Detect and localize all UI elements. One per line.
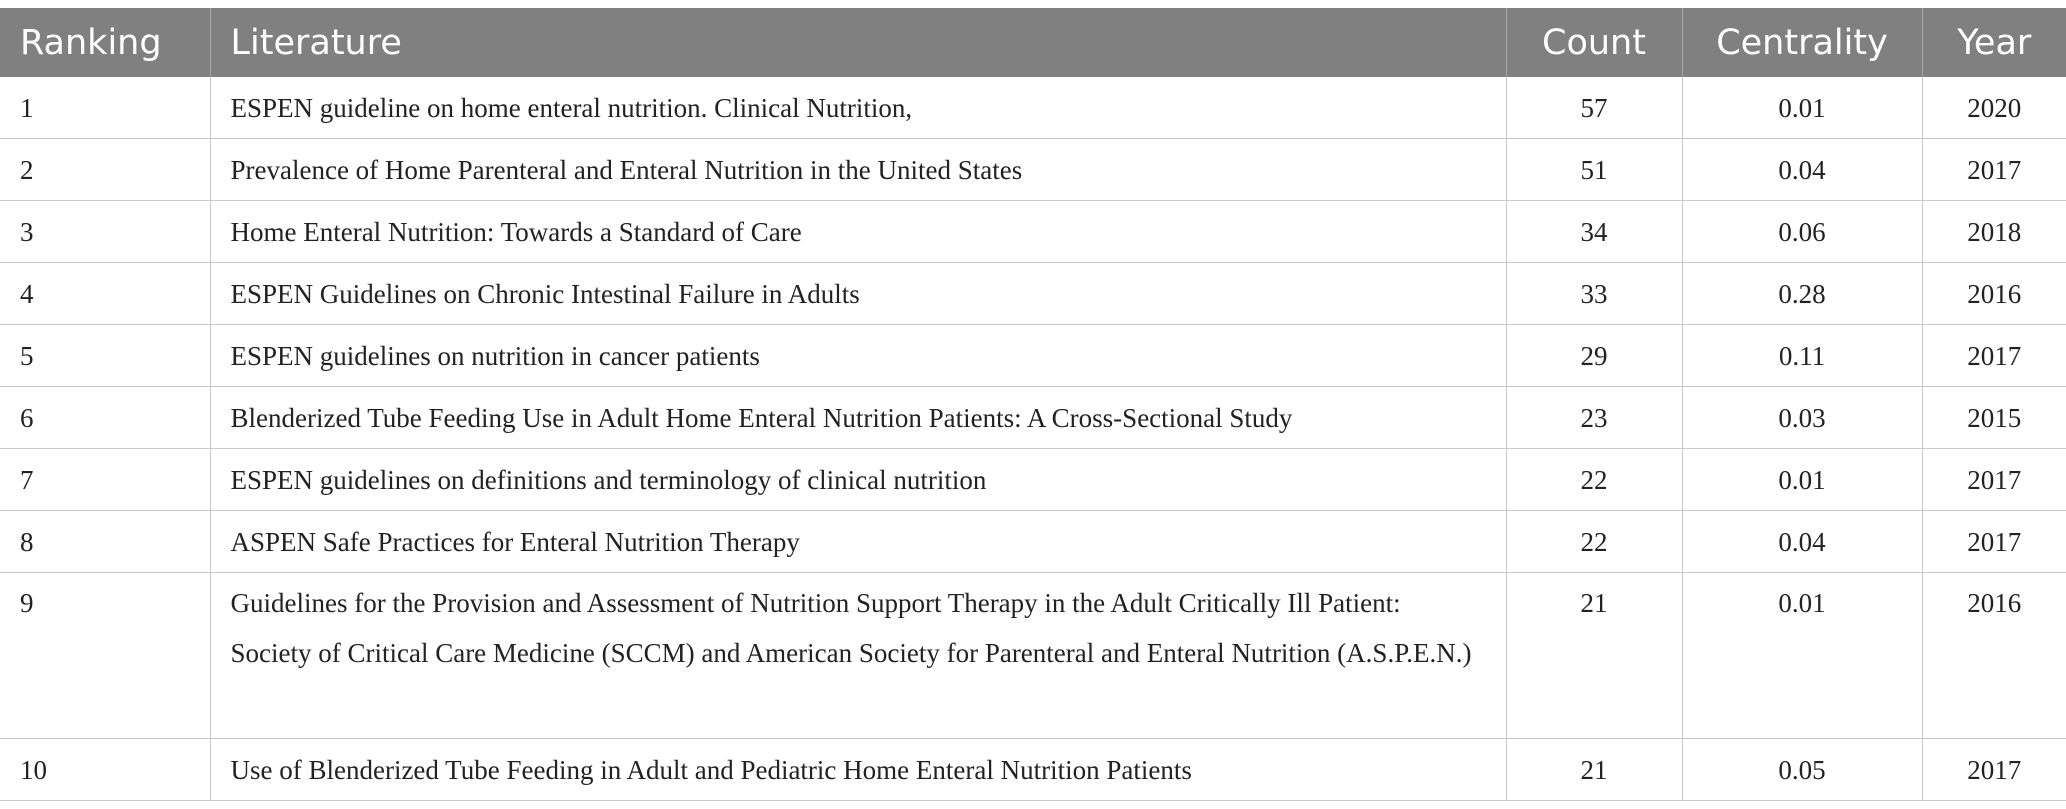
header-centrality: Centrality (1682, 8, 1922, 77)
cell-year: 2017 (1922, 325, 2066, 387)
cell-year: 2018 (1922, 201, 2066, 263)
cell-year: 2017 (1922, 449, 2066, 511)
table-row (0, 449, 2066, 511)
header-row (0, 8, 2066, 77)
header-ranking: Ranking (0, 8, 210, 77)
cell-year: 2016 (1922, 263, 2066, 325)
cell-ranking: 7 (0, 449, 210, 511)
cell-centrality: 0.01 (1682, 449, 1922, 511)
table-row (0, 201, 2066, 263)
header-count: Count (1506, 8, 1682, 77)
cell-literature: ESPEN Guidelines on Chronic Intestinal Failure in Adults (210, 263, 1506, 325)
cell-count: 21 (1506, 739, 1682, 801)
header-literature: Literature (210, 8, 1506, 77)
cell-ranking: 4 (0, 263, 210, 325)
cell-ranking: 1 (0, 77, 210, 139)
cell-literature: Prevalence of Home Parenteral and Enteral Nutrition in the United States (210, 139, 1506, 201)
cell-year: 2017 (1922, 739, 2066, 801)
cell-literature: ASPEN Safe Practices for Enteral Nutrition Therapy (210, 511, 1506, 573)
cell-centrality: 0.01 (1682, 573, 1922, 739)
cell-count: 33 (1506, 263, 1682, 325)
cell-ranking: 8 (0, 511, 210, 573)
cell-count: 22 (1506, 511, 1682, 573)
cell-centrality: 0.05 (1682, 739, 1922, 801)
cell-centrality: 0.01 (1682, 77, 1922, 139)
cell-centrality: 0.03 (1682, 387, 1922, 449)
cell-year: 2017 (1922, 511, 2066, 573)
table-row (0, 573, 2066, 739)
table-row (0, 263, 2066, 325)
cell-year: 2020 (1922, 77, 2066, 139)
cell-year: 2015 (1922, 387, 2066, 449)
cell-ranking: 9 (0, 573, 210, 739)
cell-literature: Home Enteral Nutrition: Towards a Standard of Care (210, 201, 1506, 263)
cell-year: 2016 (1922, 573, 2066, 739)
cell-count: 29 (1506, 325, 1682, 387)
cell-literature: ESPEN guideline on home enteral nutrition. Clinical Nutrition, (210, 77, 1506, 139)
cell-centrality: 0.06 (1682, 201, 1922, 263)
table-body (0, 77, 2066, 801)
cell-literature: Use of Blenderized Tube Feeding in Adult and Pediatric Home Enteral Nutrition Patients (210, 739, 1506, 801)
cell-ranking: 6 (0, 387, 210, 449)
table-row (0, 139, 2066, 201)
cell-ranking: 2 (0, 139, 210, 201)
cell-count: 57 (1506, 77, 1682, 139)
table-row (0, 325, 2066, 387)
cell-count: 51 (1506, 139, 1682, 201)
cell-count: 23 (1506, 387, 1682, 449)
table-row (0, 77, 2066, 139)
literature-table (0, 8, 2066, 801)
literature-table-container (0, 8, 2066, 801)
cell-count: 22 (1506, 449, 1682, 511)
cell-ranking: 10 (0, 739, 210, 801)
cell-count: 21 (1506, 573, 1682, 739)
cell-count: 34 (1506, 201, 1682, 263)
table-header (0, 8, 2066, 77)
cell-literature: Blenderized Tube Feeding Use in Adult Home Enteral Nutrition Patients: A Cross-Sectional Study (210, 387, 1506, 449)
header-year: Year (1922, 8, 2066, 77)
cell-ranking: 5 (0, 325, 210, 387)
cell-centrality: 0.28 (1682, 263, 1922, 325)
cell-centrality: 0.04 (1682, 511, 1922, 573)
cell-ranking: 3 (0, 201, 210, 263)
cell-literature: ESPEN guidelines on definitions and terminology of clinical nutrition (210, 449, 1506, 511)
table-row (0, 511, 2066, 573)
cell-centrality: 0.11 (1682, 325, 1922, 387)
cell-centrality: 0.04 (1682, 139, 1922, 201)
table-row (0, 387, 2066, 449)
table-row (0, 739, 2066, 801)
cell-year: 2017 (1922, 139, 2066, 201)
cell-literature: ESPEN guidelines on nutrition in cancer patients (210, 325, 1506, 387)
cell-literature: Guidelines for the Provision and Assessment of Nutrition Support Therapy in the Adult Critically Ill Patient: Society of Critical Care Medicine (SCCM) and American Society for Parenteral and Enteral Nutrition (A.S.P.E.N.) (210, 573, 1506, 739)
